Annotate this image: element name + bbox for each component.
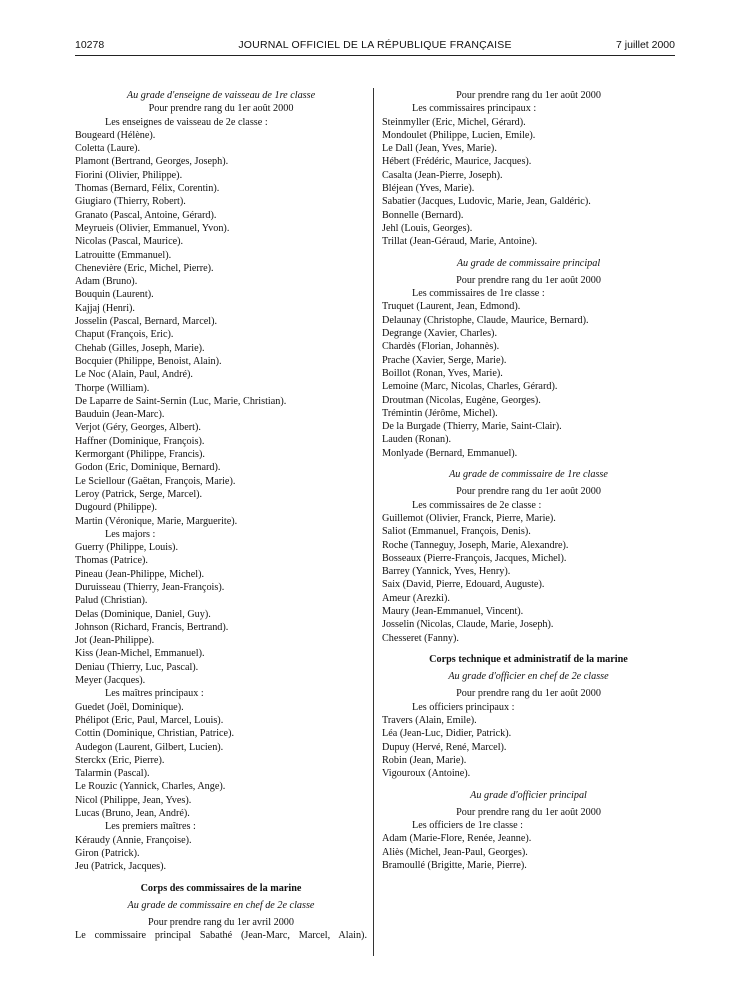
group-label: Les commissaires principaux : — [412, 103, 537, 115]
list-item: Audegon (Laurent, Gilbert, Lucien). — [75, 741, 224, 753]
rank-line: Pour prendre rang du 1er août 2000 — [148, 103, 294, 115]
left-column — [75, 89, 367, 943]
group-label: Les majors : — [105, 528, 156, 540]
list-item: Saix (David, Pierre, Edouard, Auguste). — [382, 579, 545, 591]
name-list — [382, 832, 675, 872]
list-item: Chehab (Gilles, Joseph, Marie). — [75, 342, 205, 354]
list-item: Kermorgant (Philippe, Francis). — [75, 449, 205, 461]
list-item: Josselin (Nicolas, Claude, Marie, Joseph). — [382, 619, 554, 631]
journal-title: JOURNAL OFFICIEL DE LA RÉPUBLIQUE FRANÇAISE — [238, 39, 512, 51]
list-item: Hébert (Frédéric, Maurice, Jacques). — [382, 156, 532, 168]
list-item: Steinmyller (Eric, Michel, Gérard). — [382, 116, 526, 128]
list-item: Degrange (Xavier, Charles). — [382, 328, 497, 340]
list-item: Godon (Eric, Dominique, Bernard). — [75, 462, 221, 474]
list-item: Bouquin (Laurent). — [75, 289, 154, 301]
page-header — [75, 39, 675, 55]
list-item: Bosseaux (Pierre-François, Jacques, Michel). — [382, 552, 567, 564]
list-item: Chaput (François, Eric). — [75, 329, 174, 341]
list-item: Josselin (Pascal, Bernard, Marcel). — [75, 316, 218, 328]
list-item: Bocquier (Philippe, Benoist, Alain). — [75, 355, 222, 367]
list-item: Truquet (Laurent, Jean, Edmond). — [382, 301, 521, 313]
name-list — [75, 129, 367, 528]
spacer — [382, 460, 675, 468]
list-item: Latrouitte (Emmanuel). — [75, 249, 172, 261]
right-column — [382, 89, 675, 872]
spacer — [382, 645, 675, 653]
name-list — [75, 834, 367, 874]
list-item: De Laparre de Saint-Sernin (Luc, Marie, Christian). — [75, 395, 287, 407]
list-item: Le Dall (Jean, Yves, Marie). — [382, 143, 497, 155]
list-item: Guillemot (Olivier, Franck, Pierre, Marie). — [382, 512, 556, 524]
list-item: Deniau (Thierry, Luc, Pascal). — [75, 661, 199, 673]
list-item: Delaunay (Christophe, Claude, Maurice, Bernard). — [382, 314, 589, 326]
grade-heading: Au grade de commissaire principal — [456, 257, 601, 269]
page-number: 10278 — [75, 39, 105, 51]
group-label: Les officiers de 1re classe : — [412, 820, 523, 832]
list-item: Casalta (Jean-Pierre, Joseph). — [382, 169, 503, 181]
list-item: Jeu (Patrick, Jacques). — [75, 861, 167, 873]
list-item: Plamont (Bertrand, Georges, Joseph). — [75, 156, 229, 168]
list-item: Bléjean (Yves, Marie). — [382, 183, 475, 195]
rank-line: Pour prendre rang du 1er août 2000 — [456, 90, 601, 101]
list-item: Phélipot (Eric, Paul, Marcel, Louis). — [75, 714, 224, 726]
list-item: Barrey (Yannick, Yves, Henry). — [382, 566, 511, 578]
appointment-line: Le commissaire principal Sabathé (Jean-Marc, Marcel, Alain). — [75, 930, 367, 942]
list-item: Lauden (Ronan). — [382, 434, 452, 446]
list-item: Aliès (Michel, Jean-Paul, Georges). — [382, 846, 528, 858]
list-item: Droutman (Nicolas, Eugène, Georges). — [382, 394, 541, 406]
list-item: Bougeard (Hélène). — [75, 129, 156, 141]
spacer — [382, 249, 675, 257]
list-item: Mondoulet (Philippe, Lucien, Emile). — [382, 129, 536, 141]
list-item: Kajjaj (Henri). — [75, 302, 135, 314]
list-item: Thomas (Bernard, Félix, Corentin). — [75, 183, 220, 195]
list-item: Leroy (Patrick, Serge, Marcel). — [75, 488, 203, 500]
list-item: Lucas (Bruno, Jean, André). — [75, 808, 190, 820]
list-item: Maury (Jean-Emmanuel, Vincent). — [382, 605, 524, 617]
group-label: Les commissaires de 1re classe : — [412, 288, 545, 300]
issue-date: 7 juillet 2000 — [616, 39, 675, 51]
group-label: Les premiers maîtres : — [105, 821, 196, 833]
spacer — [75, 874, 367, 882]
list-item: Cottin (Dominique, Christian, Patrice). — [75, 728, 235, 740]
group-label: Les enseignes de vaisseau de 2e classe : — [105, 116, 268, 128]
header-rule — [75, 55, 675, 56]
name-list — [382, 512, 675, 645]
list-item: Thomas (Patrice). — [75, 555, 148, 567]
list-item: Monlyade (Bernard, Emmanuel). — [382, 447, 518, 459]
list-item: Meyer (Jacques). — [75, 675, 146, 687]
list-item: Coletta (Laure). — [75, 143, 141, 155]
list-item: Chardès (Florian, Johannès). — [382, 341, 500, 353]
corps-heading: Corps des commissaires de la marine — [140, 882, 302, 894]
list-item: Dugourd (Philippe). — [75, 502, 158, 514]
list-item: Travers (Alain, Emile). — [382, 715, 477, 727]
column-divider — [373, 88, 374, 956]
list-item: Dupuy (Hervé, René, Marcel). — [382, 741, 507, 753]
list-item: Granato (Pascal, Antoine, Gérard). — [75, 209, 217, 221]
list-item: Boillot (Ronan, Yves, Marie). — [382, 367, 503, 379]
name-list — [75, 701, 367, 821]
list-item: Haffner (Dominique, François). — [75, 435, 205, 447]
list-item: Meyrueis (Olivier, Emmanuel, Yvon). — [75, 222, 230, 234]
group-label: Les maîtres principaux : — [105, 688, 204, 700]
list-item: Roche (Tanneguy, Joseph, Marie, Alexandre). — [382, 539, 569, 551]
list-item: Lemoine (Marc, Nicolas, Charles, Gérard). — [382, 381, 558, 393]
name-list — [382, 116, 675, 249]
grade-heading: Au grade de commissaire en chef de 2e classe — [127, 899, 315, 911]
list-item: Verjot (Géry, Georges, Albert). — [75, 422, 201, 434]
list-item: Trillat (Jean-Géraud, Marie, Antoine). — [382, 236, 538, 248]
list-item: Fiorini (Olivier, Philippe). — [75, 169, 183, 181]
list-item: Nicol (Philippe, Jean, Yves). — [75, 794, 192, 806]
list-item: Léa (Jean-Luc, Didier, Patrick). — [382, 728, 512, 740]
list-item: Guerry (Philippe, Louis). — [75, 542, 178, 554]
list-item: Talarmin (Pascal). — [75, 768, 150, 780]
rank-line: Pour prendre rang du 1er août 2000 — [456, 806, 601, 818]
list-item: Trémintin (Jérôme, Michel). — [382, 407, 498, 419]
list-item: Palud (Christian). — [75, 595, 148, 607]
list-item: Le Sciellour (Gaëtan, François, Marie). — [75, 475, 236, 487]
list-item: Sterckx (Eric, Pierre). — [75, 754, 165, 766]
name-list — [75, 541, 367, 687]
name-list — [382, 714, 675, 780]
list-item: Jot (Jean-Philippe). — [75, 635, 155, 647]
list-item: Le Rouzic (Yannick, Charles, Ange). — [75, 781, 226, 793]
list-item: De la Burgade (Thierry, Marie, Saint-Clair). — [382, 421, 562, 433]
rank-line: Pour prendre rang du 1er août 2000 — [456, 274, 601, 286]
list-item: Giron (Patrick). — [75, 847, 140, 859]
list-item: Bramoullé (Brigitte, Marie, Pierre). — [382, 860, 527, 872]
list-item: Giugiaro (Thierry, Robert). — [75, 196, 186, 208]
rank-line: Pour prendre rang du 1er août 2000 — [456, 486, 601, 498]
group-label: Les officiers principaux : — [412, 701, 515, 713]
list-item: Kéraudy (Annie, Françoise). — [75, 834, 192, 846]
list-item: Ameur (Arezki). — [382, 592, 450, 604]
list-item: Pineau (Jean-Philippe, Michel). — [75, 568, 205, 580]
name-list — [382, 300, 675, 460]
list-item: Martin (Véronique, Marie, Marguerite). — [75, 515, 238, 527]
list-item: Chesseret (Fanny). — [382, 632, 459, 644]
group-label: Les commissaires de 2e classe : — [412, 499, 542, 511]
list-item: Bonnelle (Bernard). — [382, 209, 464, 221]
list-item: Duruisseau (Thierry, Jean-François). — [75, 581, 225, 593]
list-item: Robin (Jean, Marie). — [382, 754, 467, 766]
list-item: Bauduin (Jean-Marc). — [75, 409, 165, 421]
rank-line: Pour prendre rang du 1er août 2000 — [456, 688, 601, 700]
list-item: Sabatier (Jacques, Ludovic, Marie, Jean, Galdéric). — [382, 196, 591, 208]
list-item: Nicolas (Pascal, Maurice). — [75, 236, 184, 248]
list-item: Kiss (Jean-Michel, Emmanuel). — [75, 648, 205, 660]
grade-heading: Au grade d'enseigne de vaisseau de 1re classe — [126, 90, 316, 101]
list-item: Jehl (Louis, Georges). — [382, 222, 473, 234]
grade-heading: Au grade de commissaire de 1re classe — [449, 469, 608, 481]
grade-heading: Au grade d'officier principal — [470, 789, 587, 801]
list-item: Thorpe (William). — [75, 382, 150, 394]
list-item: Adam (Bruno). — [75, 276, 138, 288]
list-item: Adam (Marie-Flore, Renée, Jeanne). — [382, 833, 532, 845]
spacer — [382, 781, 675, 789]
list-item: Saliot (Emmanuel, François, Denis). — [382, 526, 531, 538]
list-item: Guedet (Joël, Dominique). — [75, 701, 184, 713]
grade-heading: Au grade d'officier en chef de 2e classe — [448, 671, 609, 683]
list-item: Chenevière (Eric, Michel, Pierre). — [75, 262, 214, 274]
list-item: Le Noc (Alain, Paul, André). — [75, 369, 193, 381]
list-item: Vigouroux (Antoine). — [382, 768, 471, 780]
rank-line: Pour prendre rang du 1er avril 2000 — [148, 917, 294, 929]
list-item: Prache (Xavier, Serge, Marie). — [382, 354, 507, 366]
corps-heading: Corps technique et administratif de la marine — [429, 653, 628, 665]
list-item: Delas (Dominique, Daniel, Guy). — [75, 608, 211, 620]
list-item: Johnson (Richard, Francis, Bertrand). — [75, 621, 229, 633]
